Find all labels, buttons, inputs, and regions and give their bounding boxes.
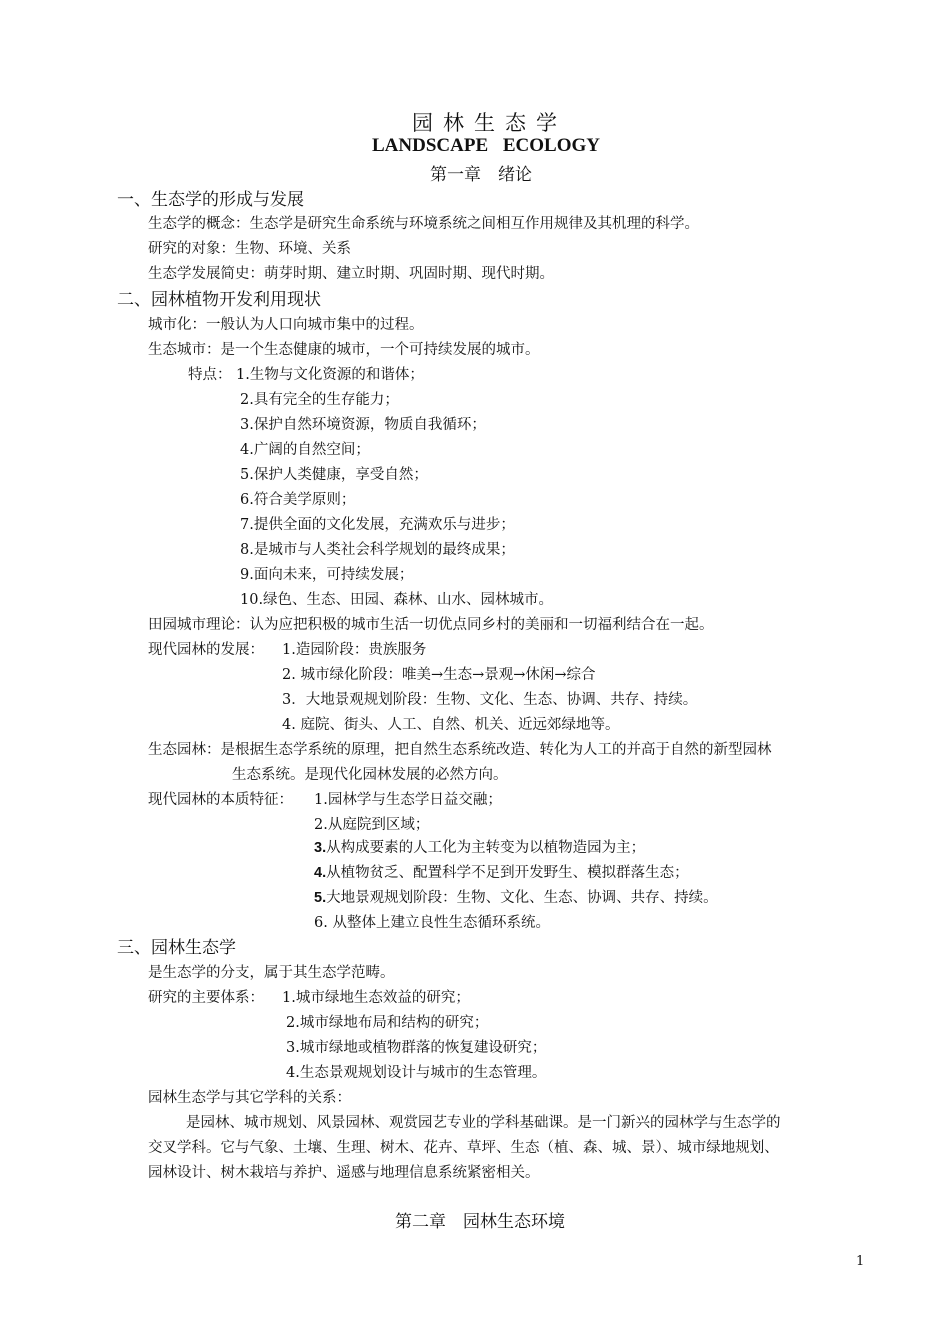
feature-item: 10.绿色、生态、田园、森林、山水、园林城市。 [240, 592, 554, 608]
section-2-heading: 二、园林植物开发利用现状 [117, 290, 321, 310]
feature-item: 8.是城市与人类社会科学规划的最终成果； [240, 542, 515, 558]
urbanization-definition: 城市化：一般认为人口向城市集中的过程。 [148, 317, 424, 333]
research-label: 研究的主要体系： [148, 990, 264, 1006]
feature-item: 3.保护自然环境资源，物质自我循环； [240, 417, 486, 433]
essence-item: 4.从植物贫乏、配置科学不足到开发野生、模拟群落生态； [314, 865, 689, 881]
relation-paragraph-line: 是园林、城市规划、风景园林、观赏园艺专业的学科基础课。是一门新兴的园林学与生态学的 [186, 1115, 781, 1131]
modern-dev-item: 4. 庭院、街头、人工、自然、机关、近远郊绿地等。 [282, 717, 620, 733]
feature-item: 1.生物与文化资源的和谐体； [236, 367, 424, 383]
section-1-heading: 一、生态学的形成与发展 [117, 190, 304, 210]
garden-city-theory: 田园城市理论：认为应把积极的城市生活一切优点同乡村的美丽和一切福利结合在一起。 [148, 617, 714, 633]
page-title: 园林生态学 [412, 111, 567, 135]
feature-item: 6.符合美学原则； [240, 492, 356, 508]
feature-item: 5.保护人类健康，享受自然； [240, 467, 428, 483]
ecology-concept: 生态学的概念：生态学是研究生命系统与环境系统之间相互作用规律及其机理的科学。 [148, 216, 699, 232]
essence-item: 3.从构成要素的人工化为主转变为以植物造园为主； [314, 840, 646, 856]
research-item: 2.城市绿地布局和结构的研究； [286, 1015, 489, 1031]
feature-item: 9.面向未来，可持续发展； [240, 567, 414, 583]
chapter-1-title: 第一章 绪论 [430, 165, 532, 185]
landscape-ecology-definition: 是生态学的分支，属于其生态学范畴。 [148, 965, 395, 981]
relation-label: 园林生态学与其它学科的关系： [148, 1090, 351, 1106]
eco-city-definition: 生态城市：是一个生态健康的城市，一个可持续发展的城市。 [148, 342, 540, 358]
english-title: LANDSCAPE ECOLOGY [372, 135, 600, 156]
modern-dev-item: 1.造园阶段：贵族服务 [282, 642, 427, 658]
section-3-heading: 三、园林生态学 [117, 938, 236, 958]
essence-item: 5.大地景观规划阶段：生物、文化、生态、协调、共存、持续。 [314, 890, 718, 906]
research-item: 1.城市绿地生态效益的研究； [282, 990, 470, 1006]
eco-garden-definition: 生态园林：是根据生态学系统的原理，把自然生态系统改造、转化为人工的并高于自然的新型园林 [148, 742, 772, 758]
research-objects: 研究的对象：生物、环境、关系 [148, 241, 351, 257]
modern-dev-item: 2. 城市绿化阶段：唯美→生态→景观→休闲→综合 [282, 667, 596, 683]
research-item: 3.城市绿地或植物群落的恢复建设研究； [286, 1040, 547, 1056]
essence-item: 1.园林学与生态学日益交融； [314, 792, 502, 808]
essence-item: 6. 从整体上建立良性生态循环系统。 [314, 915, 550, 931]
relation-paragraph-line: 交叉学科。它与气象、土壤、生理、树木、花卉、草坪、生态（植、森、城、景）、城市绿地规划、 [148, 1140, 779, 1156]
ecology-history: 生态学发展简史：萌芽时期、建立时期、巩固时期、现代时期。 [148, 266, 554, 282]
essence-item: 2.从庭院到区域； [314, 817, 430, 833]
feature-item: 2.具有完全的生存能力； [240, 392, 399, 408]
research-item: 4.生态景观规划设计与城市的生态管理。 [286, 1065, 547, 1081]
feature-item: 4.广阔的自然空间； [240, 442, 370, 458]
chapter-2-title: 第二章 园林生态环境 [395, 1212, 565, 1232]
modern-dev-label: 现代园林的发展： [148, 642, 264, 658]
essence-label: 现代园林的本质特征： [148, 792, 293, 808]
relation-paragraph-line: 园林设计、树木栽培与养护、遥感与地理信息系统紧密相关。 [148, 1165, 540, 1181]
page-number: 1 [856, 1254, 865, 1269]
modern-dev-item: 3．大地景观规划阶段：生物、文化、生态、协调、共存、持续。 [282, 692, 698, 708]
eco-garden-definition-cont: 生态系统。是现代化园林发展的必然方向。 [232, 767, 508, 783]
features-label: 特点： [188, 367, 232, 383]
feature-item: 7.提供全面的文化发展，充满欢乐与进步； [240, 517, 515, 533]
